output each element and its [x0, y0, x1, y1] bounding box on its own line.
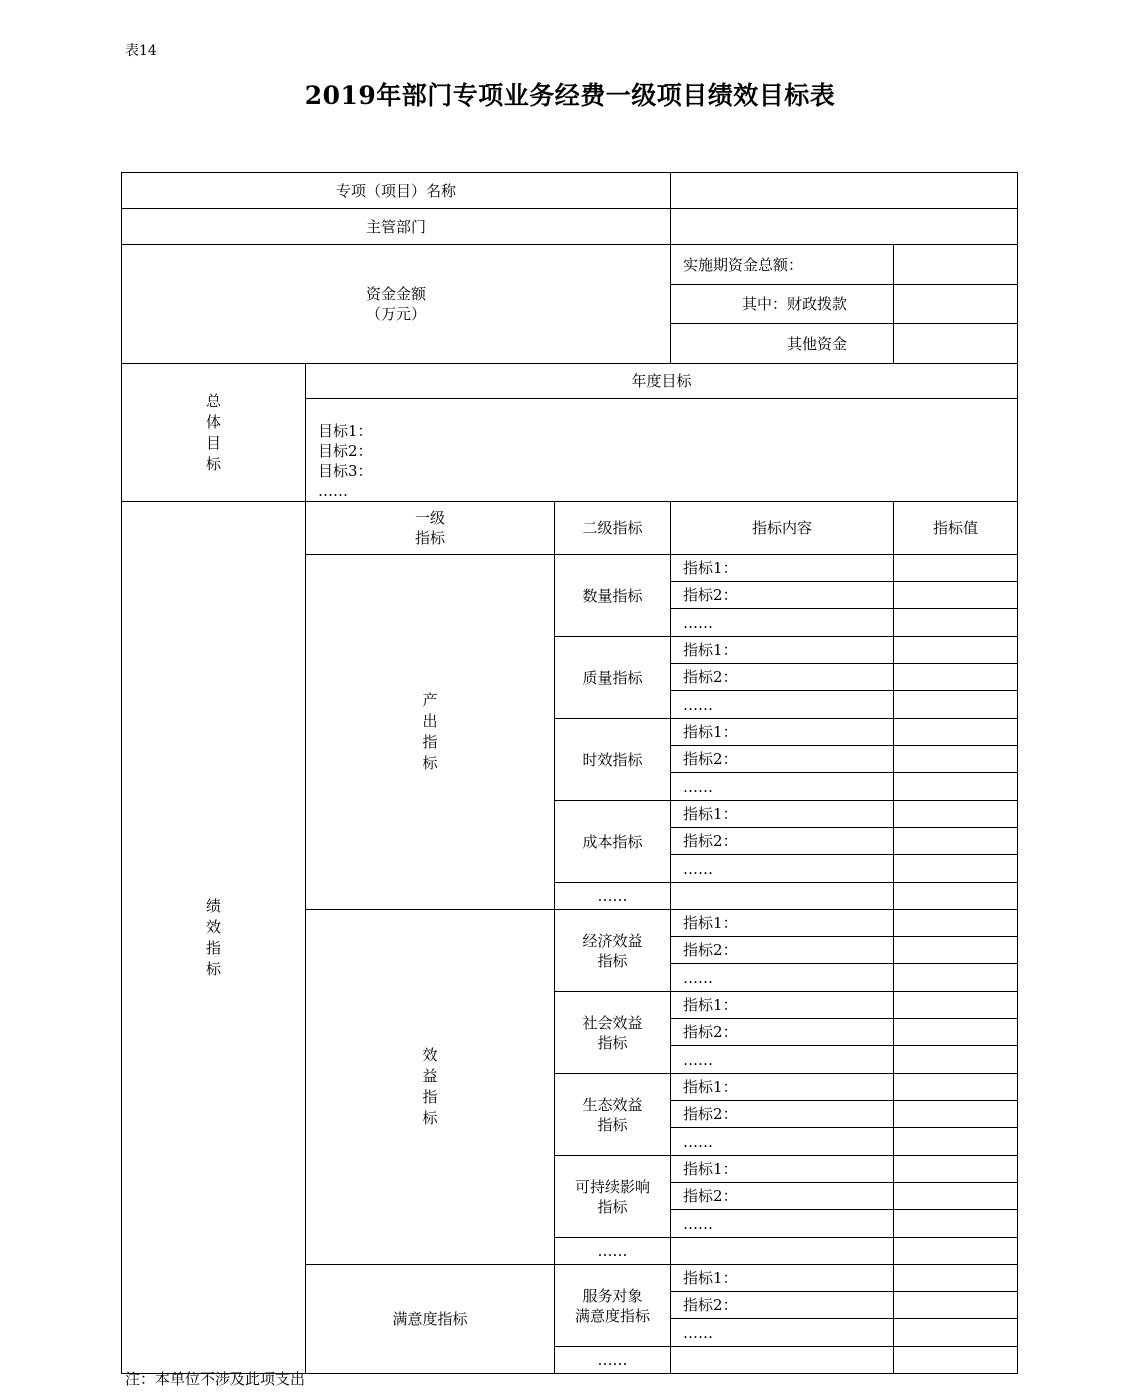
ecological-benefit-indicator	[555, 1074, 671, 1156]
performance-text: 绩效指标	[206, 896, 222, 978]
timeliness-indicator: 时效指标	[555, 719, 671, 801]
performance-target-table	[121, 172, 1018, 1374]
sustainability-line1: 可持续影响	[575, 1177, 651, 1196]
goal-more: ……	[318, 482, 348, 500]
indicator-item[interactable]: 指标1：	[671, 801, 894, 828]
col-level1-line2: 指标	[414, 529, 445, 547]
department-label: 主管部门	[122, 209, 671, 245]
goal-2: 目标2：	[318, 442, 373, 460]
indicator-value[interactable]	[894, 773, 1018, 801]
fund-unit-text: （万元）	[366, 305, 427, 323]
table-number: 表14	[125, 43, 157, 59]
footnote: 注：本单位不涉及此项支出	[125, 1370, 306, 1388]
service-satisfaction-line1: 服务对象	[582, 1286, 643, 1305]
document-title: 2019年部门专项业务经费一级项目绩效目标表	[304, 81, 836, 110]
fund-amount-label	[122, 245, 671, 364]
total-funds-label: 实施期资金总额：	[671, 245, 894, 285]
quality-indicator: 质量指标	[555, 637, 671, 719]
annual-goal-content[interactable]	[306, 399, 1018, 502]
indicator-value[interactable]	[894, 1046, 1018, 1074]
quantity-indicator: 数量指标	[555, 555, 671, 637]
indicator-value[interactable]	[894, 1156, 1018, 1183]
total-funds-value[interactable]	[894, 245, 1018, 285]
other-funds-label: 其他资金	[671, 324, 894, 364]
output-more: ……	[555, 883, 671, 910]
indicator-value[interactable]	[894, 1128, 1018, 1156]
indicator-item[interactable]: ……	[671, 964, 894, 992]
indicator-value[interactable]	[894, 664, 1018, 691]
indicator-item[interactable]: 指标2：	[671, 664, 894, 691]
social-benefit-line1: 社会效益	[582, 1013, 643, 1032]
indicator-item[interactable]: 指标2：	[671, 582, 894, 609]
indicator-value[interactable]	[894, 1347, 1018, 1374]
indicator-item[interactable]: ……	[671, 1128, 894, 1156]
indicator-value[interactable]	[894, 1319, 1018, 1347]
indicator-item[interactable]	[671, 1347, 894, 1374]
social-benefit-indicator	[555, 992, 671, 1074]
indicator-item[interactable]	[671, 883, 894, 910]
col-value-header: 指标值	[894, 502, 1018, 555]
indicator-value[interactable]	[894, 1074, 1018, 1101]
fiscal-funds-label: 其中：财政拨款	[671, 285, 894, 324]
indicator-value[interactable]	[894, 582, 1018, 609]
indicator-item[interactable]: 指标1：	[671, 719, 894, 746]
fiscal-funds-value[interactable]	[894, 285, 1018, 324]
indicator-item[interactable]: ……	[671, 691, 894, 719]
economic-benefit-line1: 经济效益	[582, 931, 643, 950]
economic-benefit-line2: 指标	[597, 951, 628, 970]
indicator-item[interactable]: 指标2：	[671, 1019, 894, 1046]
col-level1-line1: 一级	[414, 509, 445, 527]
social-benefit-line2: 指标	[597, 1033, 628, 1052]
indicator-item[interactable]: ……	[671, 1046, 894, 1074]
output-indicator-label	[306, 555, 555, 910]
indicator-item[interactable]: 指标2：	[671, 1183, 894, 1210]
sustainability-line2: 指标	[597, 1197, 628, 1216]
benefit-more: ……	[555, 1238, 671, 1265]
indicator-item[interactable]: 指标2：	[671, 746, 894, 773]
project-name-value[interactable]	[671, 173, 1018, 209]
other-funds-value[interactable]	[894, 324, 1018, 364]
goal-3: 目标3：	[318, 462, 373, 480]
overall-goal-text: 总体目标	[206, 391, 222, 473]
indicator-value[interactable]	[894, 637, 1018, 664]
indicator-item[interactable]	[671, 1238, 894, 1265]
indicator-value[interactable]	[894, 1265, 1018, 1292]
indicator-item[interactable]: 指标2：	[671, 1292, 894, 1319]
indicator-value[interactable]	[894, 801, 1018, 828]
indicator-item[interactable]: 指标2：	[671, 937, 894, 964]
indicator-value[interactable]	[894, 1101, 1018, 1128]
benefit-indicator-label	[306, 910, 555, 1265]
fund-amount-text: 资金金额	[366, 285, 427, 303]
indicator-value[interactable]	[894, 1183, 1018, 1210]
indicator-value[interactable]	[894, 992, 1018, 1019]
indicator-item[interactable]: 指标1：	[671, 1074, 894, 1101]
service-satisfaction-line2: 满意度指标	[575, 1306, 651, 1325]
ecological-benefit-line1: 生态效益	[582, 1095, 643, 1114]
project-name-label: 专项（项目）名称	[122, 173, 671, 209]
department-value[interactable]	[671, 209, 1018, 245]
indicator-item[interactable]: 指标2：	[671, 1101, 894, 1128]
satisfaction-more: ……	[555, 1347, 671, 1374]
economic-benefit-indicator	[555, 910, 671, 992]
indicator-value[interactable]	[894, 719, 1018, 746]
col-level2-header: 二级指标	[555, 502, 671, 555]
col-content-header: 指标内容	[671, 502, 894, 555]
ecological-benefit-line2: 指标	[597, 1115, 628, 1134]
indicator-value[interactable]	[894, 964, 1018, 992]
indicator-value[interactable]	[894, 691, 1018, 719]
indicator-item[interactable]: 指标1：	[671, 637, 894, 664]
indicator-item[interactable]: 指标1：	[671, 910, 894, 937]
indicator-item[interactable]: 指标1：	[671, 992, 894, 1019]
indicator-item[interactable]: 指标1：	[671, 1265, 894, 1292]
indicator-item[interactable]: ……	[671, 1319, 894, 1347]
indicator-item[interactable]: 指标2：	[671, 828, 894, 855]
output-indicator-text: 产出指标	[422, 691, 438, 772]
indicator-value[interactable]	[894, 1238, 1018, 1265]
indicator-value[interactable]	[894, 555, 1018, 582]
indicator-value[interactable]	[894, 828, 1018, 855]
indicator-item[interactable]: 指标1：	[671, 555, 894, 582]
service-satisfaction-indicator	[555, 1265, 671, 1347]
overall-goal-label	[122, 364, 306, 502]
indicator-value[interactable]	[894, 1292, 1018, 1319]
benefit-indicator-text: 效益指标	[422, 1046, 438, 1127]
indicator-item[interactable]: 指标1：	[671, 1156, 894, 1183]
satisfaction-indicator-label: 满意度指标	[306, 1265, 555, 1374]
indicator-value[interactable]	[894, 746, 1018, 773]
cost-indicator: 成本指标	[555, 801, 671, 883]
goal-1: 目标1：	[318, 422, 373, 440]
indicator-item[interactable]: ……	[671, 609, 894, 637]
indicator-value[interactable]	[894, 910, 1018, 937]
indicator-value[interactable]	[894, 937, 1018, 964]
indicator-item[interactable]: ……	[671, 773, 894, 801]
performance-label	[122, 502, 306, 1374]
sustainability-indicator	[555, 1156, 671, 1238]
indicator-value[interactable]	[894, 855, 1018, 883]
indicator-item[interactable]: ……	[671, 855, 894, 883]
indicator-value[interactable]	[894, 883, 1018, 910]
annual-goal-header: 年度目标	[306, 364, 1018, 399]
indicator-value[interactable]	[894, 1019, 1018, 1046]
indicator-value[interactable]	[894, 1210, 1018, 1238]
indicator-item[interactable]: ……	[671, 1210, 894, 1238]
indicator-value[interactable]	[894, 609, 1018, 637]
col-level1-header	[306, 502, 555, 555]
